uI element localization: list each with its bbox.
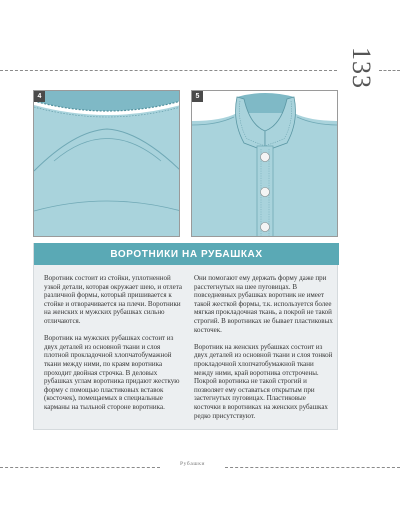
left-column xyxy=(44,274,184,420)
figure-4 xyxy=(33,90,180,237)
figure-5 xyxy=(191,90,338,237)
figure-number-5: 5 xyxy=(192,91,203,102)
section-title: ВОРОТНИКИ НА РУБАШКАХ xyxy=(34,243,339,265)
paragraph: Воротник на мужских рубашках состоит из двух деталей из основной ткани и слоя плотной прокладочной хлопчатобумажной ткани между ними, по краям воротника проходит двойная строчка. В деловых рубашках углам воротника придают жесткую форму с помощью пластиковых вставок (косточек), помещаемых в специальные карманы на тыльной стороне воротника. xyxy=(44,334,180,411)
paragraph: Воротник на женских рубашках состоит из двух деталей из основной ткани и слоя тонкой прокладочной хлопчатобумажной ткани между ними, край воротника отстрочены. Покрой воротника не такой строгий и позволяет ему оставаться открытым при застегнутых пуговицах. Пластиковые косточки в воротниках на женских рубашках редко присутствуют. xyxy=(194,342,333,420)
right-column xyxy=(194,274,334,429)
paragraph: Воротник состоит из стойки, уплотненной узкой детали, которая окружает шею, и отлета различной формы, который пришивается к стойке и отворачивается на плечи. Воротники на женских и мужских рубашках сильно отличаются. xyxy=(44,274,182,325)
page-number: 133 xyxy=(347,47,376,89)
figure-number-4: 4 xyxy=(34,91,45,102)
collar-inside-illustration xyxy=(34,91,180,237)
running-footer: Рубашки xyxy=(179,461,206,467)
collars-info-panel xyxy=(33,243,338,430)
top-dashed-rule xyxy=(0,70,337,71)
collar-band-front-illustration xyxy=(192,91,338,237)
footer-dashed-rule-left xyxy=(0,467,160,468)
footer-dashed-rule-right xyxy=(225,467,400,468)
paragraph: Они помогают ему держать форму даже при расстегнутых на шее пуговицах. В повседневных рубашках воротник не имеет такой жесткой формы, т.к. используется более мягкая прокладочная ткань, а покрой не такой строгий. В воротниках не бывает пластиковых косточек. xyxy=(194,274,333,334)
top-dashed-rule-right xyxy=(379,70,400,71)
